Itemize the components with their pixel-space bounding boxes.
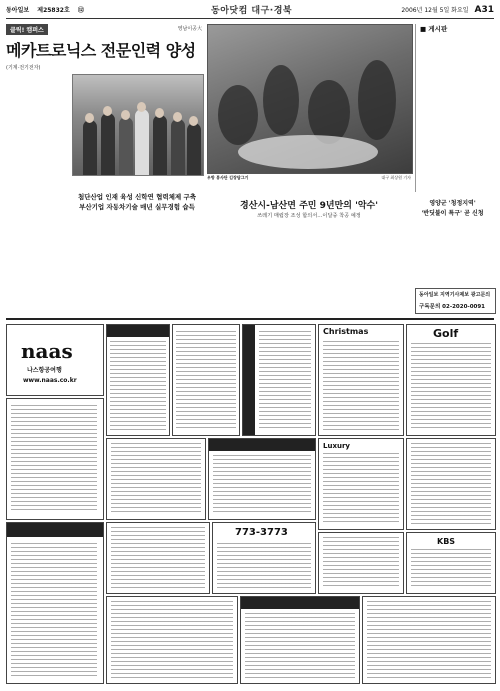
- bulletin-title: ■ 게시판: [420, 25, 448, 33]
- bulletin-body-text: [420, 36, 495, 192]
- article-subhead: 부산기업 자동차기술 매년 실무경험 습득: [79, 203, 195, 211]
- ad-block[interactable]: [318, 532, 404, 594]
- ad-block[interactable]: [6, 398, 104, 520]
- bulletin-board: [415, 24, 495, 192]
- christmas-ad[interactable]: [318, 324, 404, 436]
- ad-block[interactable]: [240, 596, 360, 684]
- classified-ads: [6, 318, 494, 687]
- article-body-text: [6, 74, 68, 172]
- masthead-left: [6, 5, 90, 14]
- kbs-title: KBS: [437, 537, 456, 546]
- ad-block[interactable]: [6, 522, 104, 684]
- article-body-text: [276, 222, 342, 310]
- ad-block[interactable]: [106, 438, 206, 520]
- ad-block[interactable]: [208, 438, 316, 520]
- article-body-text: [72, 216, 134, 306]
- naas-name: 나스항공여행: [27, 367, 62, 374]
- photo-caption-title: 우방 봉사단 김장담그기: [207, 175, 249, 180]
- article-body-text: [207, 222, 273, 310]
- section-title: 동아닷컴 대구·경북: [211, 6, 293, 16]
- page-number: A31: [474, 5, 494, 15]
- photo-credit: 대구 최상원 기자: [381, 175, 411, 180]
- ad-block[interactable]: [242, 324, 316, 436]
- travel-phone: 773-3773: [235, 527, 288, 538]
- article-headline[interactable]: 메카트로닉스 전문인력 양성: [6, 41, 196, 60]
- campus-article: [6, 24, 202, 309]
- article-subhead: 첨단산업 인재 육성 신학연 협력체제 구축: [77, 193, 197, 201]
- ad-block[interactable]: [362, 596, 496, 684]
- issue-number: 제25832호: [37, 7, 70, 14]
- issue-date: 2006년 12월 5일 화요일: [401, 7, 469, 14]
- christmas-title: Christmas: [323, 327, 369, 336]
- article-subtitle: (기계·전기전자): [6, 65, 41, 71]
- ad-block[interactable]: [406, 438, 496, 530]
- ad-block[interactable]: [106, 522, 210, 594]
- article-body-text: [345, 222, 411, 310]
- ad-block[interactable]: [106, 324, 170, 436]
- article-headline[interactable]: 경산시-남산면 주민 9년만의 '악수': [240, 201, 378, 211]
- contact-title: 동아일보 지역기사제보 광고문의: [419, 292, 491, 298]
- luxury-ad[interactable]: [318, 438, 404, 530]
- naas-travel-ad[interactable]: [6, 324, 104, 396]
- ad-block[interactable]: [106, 596, 238, 684]
- contact-box: [415, 288, 496, 314]
- paper-name: 동아일보: [6, 7, 30, 14]
- naas-web: www.naas.co.kr: [23, 377, 77, 384]
- article-subtitle: 쓰레기 매립장 조성 합의서…이달중 착공 예정: [257, 213, 361, 219]
- naas-logo: naas: [21, 339, 73, 363]
- article-body-text: [139, 216, 202, 306]
- article-headline[interactable]: '반딧불이 특구' 곧 신청: [421, 210, 484, 217]
- golf-ad[interactable]: [406, 324, 496, 436]
- volunteer-photo: [207, 24, 413, 174]
- students-photo: [72, 74, 204, 176]
- masthead-right: [401, 5, 494, 15]
- photo-caption: [207, 175, 411, 180]
- article-body-text: [6, 174, 68, 304]
- section-label: 클릭! 캠퍼스: [6, 24, 48, 35]
- article-headline[interactable]: 영양군 '청정지역': [429, 200, 476, 207]
- golf-title: Golf: [433, 327, 459, 340]
- luxury-title: Luxury: [323, 442, 350, 450]
- masthead: [6, 4, 494, 19]
- ad-block[interactable]: [172, 324, 240, 436]
- travel-phone-ad[interactable]: [212, 522, 316, 594]
- kbs-ad[interactable]: [406, 532, 496, 594]
- section-badge: ⑫: [77, 7, 84, 14]
- college-name: 영남이공大: [177, 26, 202, 32]
- contact-phone: 구독문의 02-2020-0091: [419, 304, 486, 310]
